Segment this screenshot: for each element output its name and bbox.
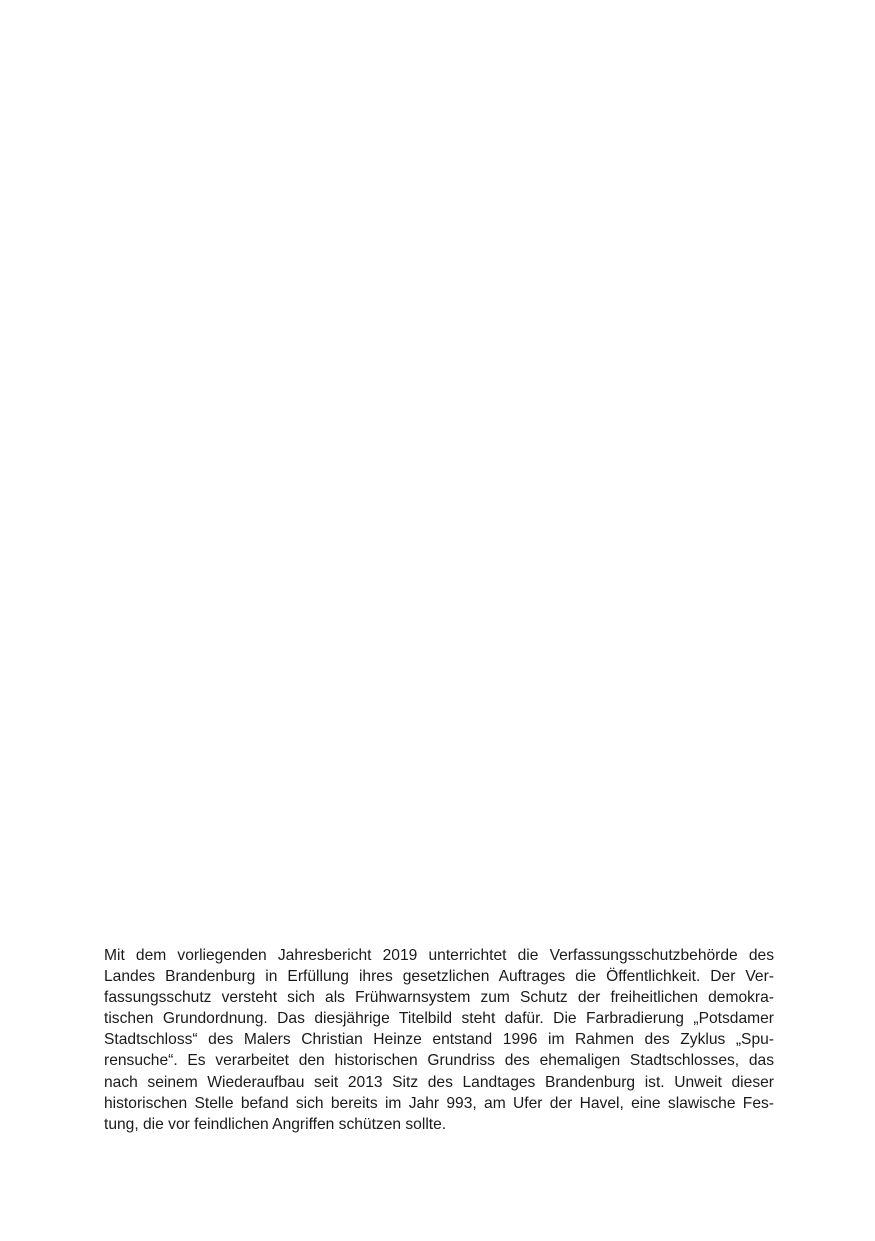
intro-paragraph [104, 945, 774, 1135]
paragraph-line: historischen Stelle befand sich bereits im Jahr 993, am Ufer der Havel, eine slawische Fes- [104, 1094, 774, 1112]
paragraph-line: Landes Brandenburg in Erfüllung ihres gesetzlichen Auftrages die Öffentlichkeit. Der Ver- [104, 968, 774, 986]
paragraph-line: nach seinem Wiederaufbau seit 2013 Sitz des Landtages Brandenburg ist. Unweit dieser [104, 1073, 774, 1091]
paragraph-line: tung, die vor feindlichen Angriffen schützen sollte. [104, 1115, 447, 1133]
paragraph-line: rensuche“. Es verarbeitet den historischen Grundriss des ehemaligen Stadtschlosses, das [104, 1052, 774, 1070]
paragraph-line: fassungsschutz versteht sich als Frühwarnsystem zum Schutz der freiheitlichen demokra- [104, 989, 774, 1007]
paragraph-line: tischen Grundordnung. Das diesjährige Titelbild steht dafür. Die Farbradierung „Potsdamer [104, 1010, 774, 1028]
paragraph-line: Stadtschloss“ des Malers Christian Heinze entstand 1996 im Rahmen des Zyklus „Spu- [104, 1031, 774, 1049]
paragraph-line: Mit dem vorliegenden Jahresbericht 2019 unterrichtet die Verfassungsschutzbehörde des [104, 947, 774, 964]
